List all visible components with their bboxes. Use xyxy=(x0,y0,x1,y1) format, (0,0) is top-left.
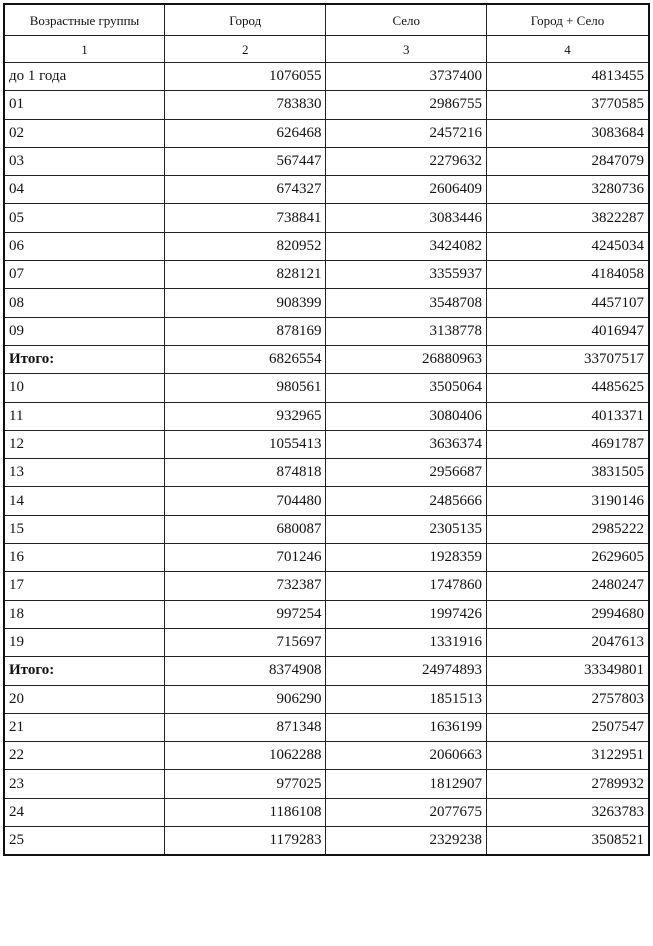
table-row xyxy=(4,487,649,515)
village-cell: 3080406 xyxy=(326,402,487,430)
age-group-cell: 12 xyxy=(4,430,165,458)
table-row xyxy=(4,119,649,147)
city-cell: 6826554 xyxy=(165,345,326,373)
city-cell: 977025 xyxy=(165,770,326,798)
population-age-table xyxy=(3,3,650,856)
city-cell: 704480 xyxy=(165,487,326,515)
age-group-cell: 04 xyxy=(4,176,165,204)
city-plus-village-cell: 2480247 xyxy=(486,572,649,600)
village-cell: 24974893 xyxy=(326,657,487,685)
village-cell: 2986755 xyxy=(326,91,487,119)
city-cell: 828121 xyxy=(165,261,326,289)
age-group-cell: 10 xyxy=(4,374,165,402)
age-group-cell: до 1 года xyxy=(4,63,165,91)
age-group-cell: 17 xyxy=(4,572,165,600)
city-plus-village-cell: 2985222 xyxy=(486,515,649,543)
table-row xyxy=(4,317,649,345)
age-group-cell: 14 xyxy=(4,487,165,515)
city-cell: 1062288 xyxy=(165,742,326,770)
age-group-cell: 03 xyxy=(4,147,165,175)
city-cell: 906290 xyxy=(165,685,326,713)
city-plus-village-cell: 2789932 xyxy=(486,770,649,798)
header-age-groups: Возрастные группы xyxy=(4,4,165,36)
city-cell: 674327 xyxy=(165,176,326,204)
table-row xyxy=(4,430,649,458)
table-row xyxy=(4,713,649,741)
age-group-cell: 20 xyxy=(4,685,165,713)
age-group-cell: 02 xyxy=(4,119,165,147)
city-cell: 871348 xyxy=(165,713,326,741)
table-row xyxy=(4,232,649,260)
table-row xyxy=(4,827,649,856)
village-cell: 1928359 xyxy=(326,544,487,572)
village-cell: 3083446 xyxy=(326,204,487,232)
table-row xyxy=(4,798,649,826)
subtotal-row xyxy=(4,345,649,373)
village-cell: 3505064 xyxy=(326,374,487,402)
header-village: Село xyxy=(326,4,487,36)
age-group-cell: 22 xyxy=(4,742,165,770)
city-cell: 1055413 xyxy=(165,430,326,458)
city-plus-village-cell: 3263783 xyxy=(486,798,649,826)
age-group-cell: 08 xyxy=(4,289,165,317)
city-plus-village-cell: 3280736 xyxy=(486,176,649,204)
city-plus-village-cell: 3831505 xyxy=(486,459,649,487)
table-row xyxy=(4,628,649,656)
age-group-cell: 24 xyxy=(4,798,165,826)
column-number: 2 xyxy=(165,36,326,63)
table-row xyxy=(4,147,649,175)
village-cell: 2606409 xyxy=(326,176,487,204)
city-plus-village-cell: 3122951 xyxy=(486,742,649,770)
age-group-cell: 15 xyxy=(4,515,165,543)
city-plus-village-cell: 4016947 xyxy=(486,317,649,345)
city-plus-village-cell: 3190146 xyxy=(486,487,649,515)
city-cell: 1186108 xyxy=(165,798,326,826)
city-cell: 715697 xyxy=(165,628,326,656)
city-plus-village-cell: 4013371 xyxy=(486,402,649,430)
age-group-cell: 07 xyxy=(4,261,165,289)
age-group-cell: 09 xyxy=(4,317,165,345)
table-row xyxy=(4,544,649,572)
age-group-cell: 19 xyxy=(4,628,165,656)
city-plus-village-cell: 3822287 xyxy=(486,204,649,232)
village-cell: 2279632 xyxy=(326,147,487,175)
age-group-cell: 05 xyxy=(4,204,165,232)
village-cell: 3138778 xyxy=(326,317,487,345)
city-cell: 8374908 xyxy=(165,657,326,685)
city-cell: 680087 xyxy=(165,515,326,543)
age-group-cell: 21 xyxy=(4,713,165,741)
village-cell: 3636374 xyxy=(326,430,487,458)
column-number-row xyxy=(4,36,649,63)
age-group-cell: 06 xyxy=(4,232,165,260)
village-cell: 2485666 xyxy=(326,487,487,515)
village-cell: 1331916 xyxy=(326,628,487,656)
subtotal-row xyxy=(4,657,649,685)
city-plus-village-cell: 2507547 xyxy=(486,713,649,741)
city-plus-village-cell: 2047613 xyxy=(486,628,649,656)
header-row xyxy=(4,4,649,36)
table-row xyxy=(4,459,649,487)
village-cell: 2956687 xyxy=(326,459,487,487)
age-group-cell: 13 xyxy=(4,459,165,487)
city-cell: 820952 xyxy=(165,232,326,260)
city-cell: 732387 xyxy=(165,572,326,600)
column-number: 3 xyxy=(326,36,487,63)
table-row xyxy=(4,261,649,289)
city-cell: 874818 xyxy=(165,459,326,487)
city-cell: 783830 xyxy=(165,91,326,119)
city-plus-village-cell: 3770585 xyxy=(486,91,649,119)
village-cell: 26880963 xyxy=(326,345,487,373)
column-number: 4 xyxy=(486,36,649,63)
column-number: 1 xyxy=(4,36,165,63)
city-cell: 701246 xyxy=(165,544,326,572)
age-group-cell: Итого: xyxy=(4,345,165,373)
city-cell: 738841 xyxy=(165,204,326,232)
table-row xyxy=(4,176,649,204)
city-cell: 567447 xyxy=(165,147,326,175)
village-cell: 1812907 xyxy=(326,770,487,798)
table-row xyxy=(4,204,649,232)
age-group-cell: 16 xyxy=(4,544,165,572)
age-group-cell: Итого: xyxy=(4,657,165,685)
age-group-cell: 11 xyxy=(4,402,165,430)
table-row xyxy=(4,685,649,713)
city-plus-village-cell: 2629605 xyxy=(486,544,649,572)
village-cell: 3355937 xyxy=(326,261,487,289)
village-cell: 1747860 xyxy=(326,572,487,600)
age-group-cell: 23 xyxy=(4,770,165,798)
city-cell: 878169 xyxy=(165,317,326,345)
table-row xyxy=(4,572,649,600)
city-plus-village-cell: 2757803 xyxy=(486,685,649,713)
city-plus-village-cell: 4245034 xyxy=(486,232,649,260)
village-cell: 1997426 xyxy=(326,600,487,628)
village-cell: 2060663 xyxy=(326,742,487,770)
city-plus-village-cell: 4457107 xyxy=(486,289,649,317)
city-plus-village-cell: 2847079 xyxy=(486,147,649,175)
table-row xyxy=(4,770,649,798)
table-row xyxy=(4,91,649,119)
city-plus-village-cell: 4813455 xyxy=(486,63,649,91)
header-city-plus-village: Город + Село xyxy=(486,4,649,36)
city-plus-village-cell: 3508521 xyxy=(486,827,649,856)
village-cell: 3548708 xyxy=(326,289,487,317)
village-cell: 3424082 xyxy=(326,232,487,260)
table-row xyxy=(4,515,649,543)
table-row xyxy=(4,600,649,628)
city-cell: 980561 xyxy=(165,374,326,402)
table-row xyxy=(4,289,649,317)
table-row xyxy=(4,742,649,770)
city-cell: 932965 xyxy=(165,402,326,430)
village-cell: 3737400 xyxy=(326,63,487,91)
city-plus-village-cell: 33349801 xyxy=(486,657,649,685)
city-plus-village-cell: 2994680 xyxy=(486,600,649,628)
village-cell: 2305135 xyxy=(326,515,487,543)
city-plus-village-cell: 4485625 xyxy=(486,374,649,402)
age-group-cell: 25 xyxy=(4,827,165,856)
city-plus-village-cell: 33707517 xyxy=(486,345,649,373)
table-row xyxy=(4,402,649,430)
age-group-cell: 18 xyxy=(4,600,165,628)
city-cell: 626468 xyxy=(165,119,326,147)
city-cell: 997254 xyxy=(165,600,326,628)
city-plus-village-cell: 3083684 xyxy=(486,119,649,147)
village-cell: 2077675 xyxy=(326,798,487,826)
age-group-cell: 01 xyxy=(4,91,165,119)
village-cell: 2329238 xyxy=(326,827,487,856)
village-cell: 1636199 xyxy=(326,713,487,741)
table-row xyxy=(4,63,649,91)
city-plus-village-cell: 4691787 xyxy=(486,430,649,458)
city-cell: 1076055 xyxy=(165,63,326,91)
header-city: Город xyxy=(165,4,326,36)
city-cell: 1179283 xyxy=(165,827,326,856)
city-cell: 908399 xyxy=(165,289,326,317)
city-plus-village-cell: 4184058 xyxy=(486,261,649,289)
village-cell: 2457216 xyxy=(326,119,487,147)
table-row xyxy=(4,374,649,402)
village-cell: 1851513 xyxy=(326,685,487,713)
